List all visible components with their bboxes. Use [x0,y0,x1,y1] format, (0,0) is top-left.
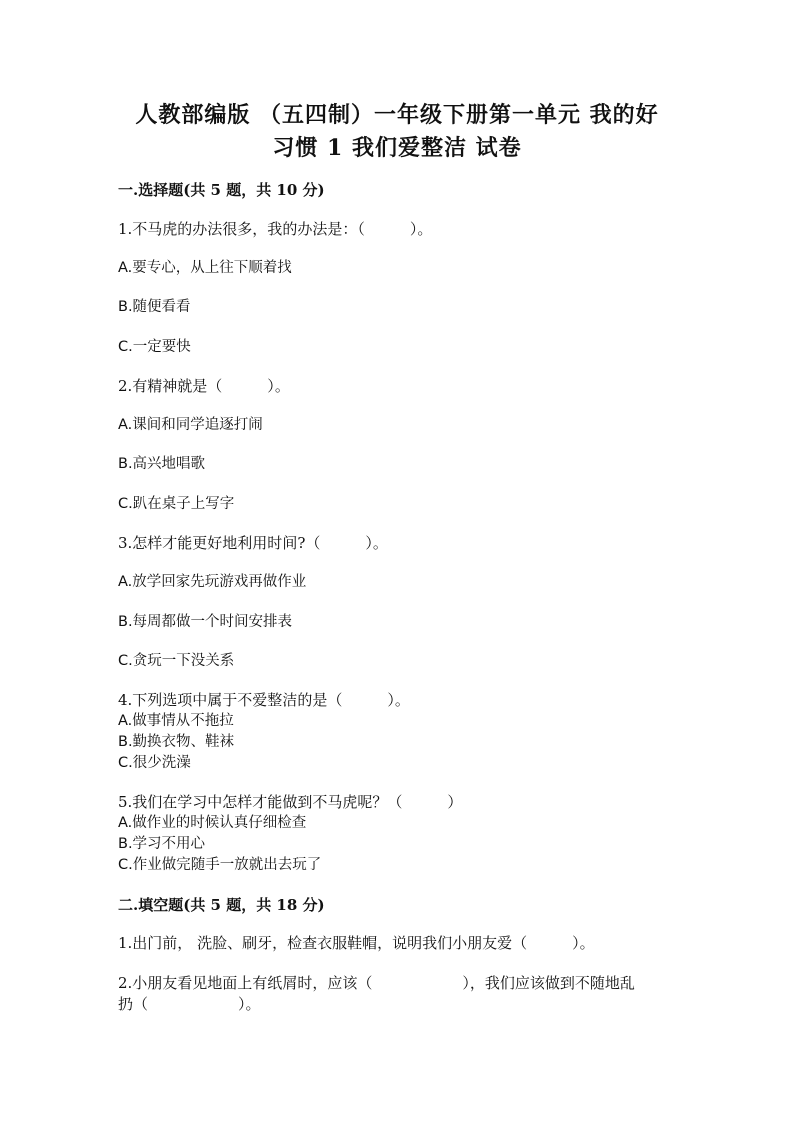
question-1-option-a: A.要专心，从上往下顺着找 [118,260,292,276]
question-2-option-b: B.高兴地唱歌 [118,456,206,472]
question-3-option-b: B.每周都做一个时间安排表 [118,614,293,630]
question-1-option-b: B.随便看看 [118,299,191,315]
question-2-option-c: C.趴在桌子上写字 [118,496,235,512]
fill-question-1: 1.出门前， 洗脸、刷牙，检查衣服鞋帽，说明我们小朋友爱（ ）。 [118,934,595,952]
question-5-option-c: C.作业做完随手一放就出去玩了 [118,857,322,873]
question-5-option-b: B.学习不用心 [118,836,206,852]
question-1-option-c: C.一定要快 [118,339,191,355]
exam-title-line-1: 人教部编版 （五四制）一年级下册第一单元 我的好 [135,102,659,128]
fill-question-2-line-1: 2.小朋友看见地面上有纸屑时，应该（ ），我们应该做到不随地乱 [118,974,635,992]
question-5-option-a: A.做作业的时候认真仔细检查 [118,815,307,831]
question-4-option-a: A.做事情从不拖拉 [118,713,234,729]
question-1-stem: 1.不马虎的办法很多，我的办法是：（ ）。 [118,220,433,238]
question-3-option-a: A.放学回家先玩游戏再做作业 [118,574,307,590]
section-heading-choice: 一.选择题(共 5 题，共 10 分) [118,181,325,199]
exam-title-line-2: 习惯 1 我们爱整洁 试卷 [272,135,522,161]
question-4-option-c: C.很少洗澡 [118,755,191,771]
question-2-option-a: A.课间和同学追逐打闹 [118,417,263,433]
question-5-stem: 5.我们在学习中怎样才能做到不马虎呢？（ ） [118,793,463,811]
section-heading-fill-blank: 二.填空题(共 5 题，共 18 分) [118,896,325,914]
question-4-option-b: B.勤换衣物、鞋袜 [118,734,235,750]
question-2-stem: 2.有精神就是（ ）。 [118,377,290,395]
question-3-option-c: C.贪玩一下没关系 [118,653,235,669]
question-4-stem: 4.下列选项中属于不爱整洁的是（ ）。 [118,691,410,709]
question-3-stem: 3.怎样才能更好地利用时间?（ ）。 [118,534,388,552]
fill-question-2-line-2: 扔（ ）。 [118,995,261,1013]
